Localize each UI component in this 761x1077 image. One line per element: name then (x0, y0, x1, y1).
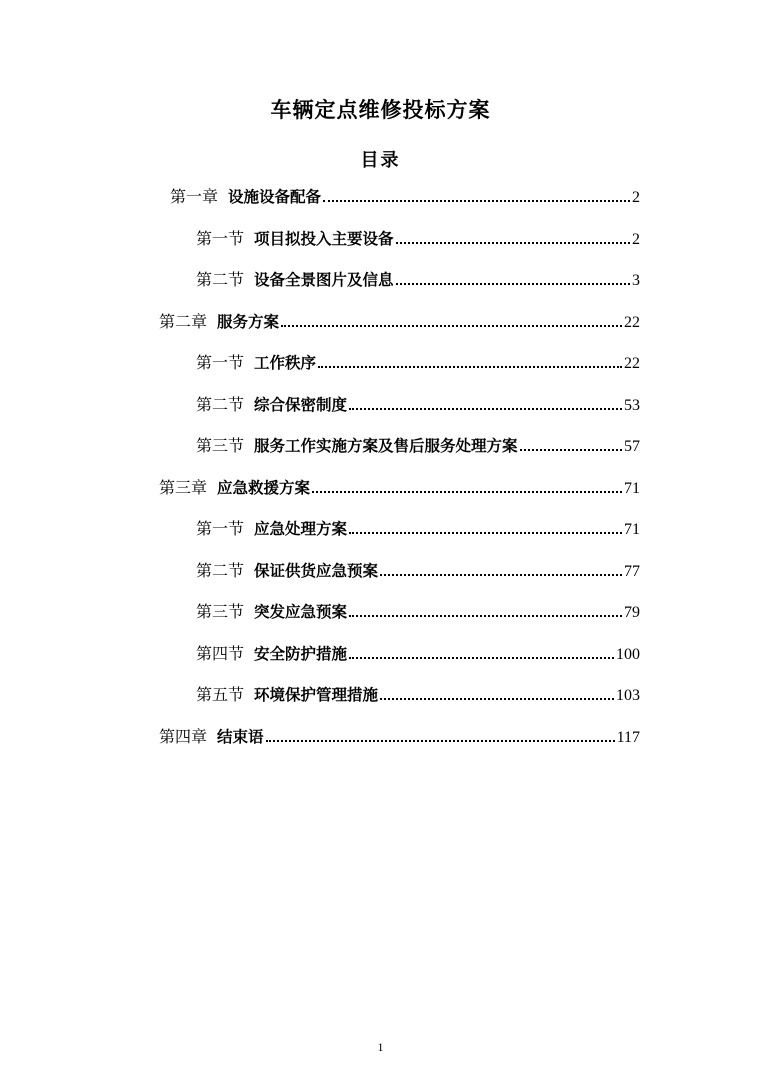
toc-entry-text: 结束语 (217, 728, 264, 746)
toc-entry-label: 第四节 (196, 644, 245, 663)
toc-entry[interactable] (196, 642, 640, 666)
toc-entry-page: 53 (624, 397, 640, 414)
page-number: 1 (377, 1040, 384, 1054)
toc-entry[interactable] (196, 268, 640, 292)
toc-entry-text: 突发应急预案 (254, 603, 348, 621)
toc-leader-dots (349, 614, 622, 617)
toc-entry-label: 第一节 (196, 353, 245, 372)
toc-leader-dots (396, 241, 630, 244)
toc-leader-dots (349, 407, 622, 410)
toc-entry-text: 保证供货应急预案 (254, 562, 379, 580)
toc-entry-page: 3 (632, 272, 640, 289)
toc-entry[interactable] (196, 227, 640, 251)
toc-entry-page: 71 (624, 480, 640, 497)
toc-entry-label: 第二节 (196, 270, 245, 289)
toc-leader-dots (323, 199, 630, 202)
toc-entry-page: 103 (616, 687, 640, 704)
toc-entry-text: 工作秩序 (254, 354, 317, 372)
toc-entry-label: 第四章 (159, 727, 208, 746)
toc-leader-dots (520, 448, 622, 451)
toc-entry-label: 第三节 (196, 602, 245, 621)
toc-entry[interactable] (196, 434, 640, 458)
toc-leader-dots (396, 282, 630, 285)
toc-entry-text: 环境保护管理措施 (254, 686, 379, 704)
toc-entry-page: 2 (632, 231, 640, 248)
toc-entry-text: 综合保密制度 (254, 396, 348, 414)
toc-entry-text: 服务方案 (217, 313, 280, 331)
toc-entry-page: 100 (616, 646, 640, 663)
toc-entry-page: 79 (624, 604, 640, 621)
toc-entry[interactable] (196, 517, 640, 541)
toc-leader-dots (349, 656, 614, 659)
toc-leader-dots (281, 324, 622, 327)
toc-leader-dots (380, 697, 614, 700)
toc-entry-page: 77 (624, 563, 640, 580)
toc-entry-label: 第一章 (170, 187, 219, 206)
toc-entry-label: 第一节 (196, 519, 245, 538)
toc-entry[interactable] (196, 600, 640, 624)
toc-leader-dots (380, 573, 622, 576)
toc-entry-page: 57 (624, 438, 640, 455)
toc-entry-label: 第二节 (196, 395, 245, 414)
toc-entry[interactable] (170, 185, 640, 209)
toc-entry-text: 安全防护措施 (254, 645, 348, 663)
toc-entry[interactable] (196, 559, 640, 583)
toc-heading: 目录 (360, 150, 401, 171)
toc-entry-page: 22 (624, 355, 640, 372)
toc-entry-label: 第三节 (196, 436, 245, 455)
toc-entry-text: 项目拟投入主要设备 (254, 230, 394, 248)
toc-entry-text: 应急救援方案 (217, 479, 311, 497)
toc-leader-dots (318, 365, 622, 368)
toc-entry-text: 应急处理方案 (254, 520, 348, 538)
toc-entry-text: 设施设备配备 (228, 188, 322, 206)
toc-leader-dots (312, 490, 622, 493)
toc-entry-label: 第三章 (159, 478, 208, 497)
toc-entry-label: 第二章 (159, 312, 208, 331)
toc-entry-label: 第二节 (196, 561, 245, 580)
toc-entry[interactable] (196, 683, 640, 707)
toc-entry[interactable] (196, 351, 640, 375)
toc-entry-page: 2 (632, 189, 640, 206)
toc-entry-page: 71 (624, 521, 640, 538)
toc-entry-text: 服务工作实施方案及售后服务处理方案 (254, 437, 518, 455)
toc-leader-dots (349, 531, 622, 534)
toc-entry-text: 设备全景图片及信息 (254, 271, 394, 289)
toc-entry[interactable] (196, 393, 640, 417)
toc-entry[interactable] (159, 725, 640, 749)
toc-entry-page: 22 (624, 314, 640, 331)
toc-entry-label: 第五节 (196, 685, 245, 704)
toc-entry-label: 第一节 (196, 229, 245, 248)
toc-leader-dots (266, 739, 615, 742)
toc-entry[interactable] (159, 310, 640, 334)
toc-entry[interactable] (159, 476, 640, 500)
document-title: 车辆定点维修投标方案 (270, 98, 491, 122)
toc-entry-page: 117 (616, 729, 640, 746)
